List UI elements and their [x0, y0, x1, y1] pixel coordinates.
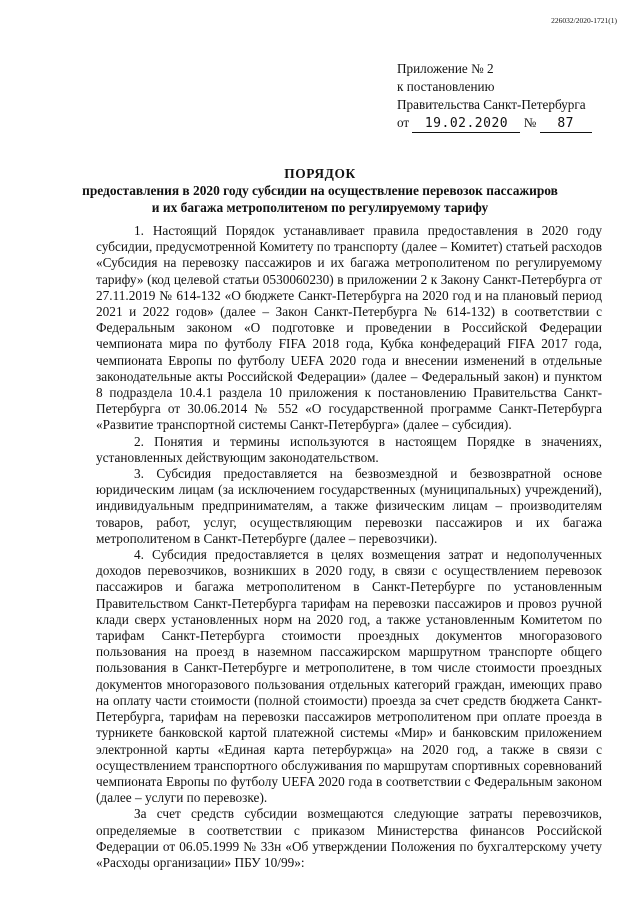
resolution-date: 19.02.2020 — [412, 116, 520, 133]
paragraph-3: 3. Субсидия предоставляется на безвозмездной и безвозвратной основе юридическим лицам (за исключением государственных (муниципальных) учреждений), индивидуальным предпринимателям, а также физическим лицам – производителям товаров, работ, услуг, осуществляющим перевозки пассажиров и их багажа метрополитеном в Санкт-Петербурге (далее – перевозчики). — [96, 466, 602, 546]
appendix-block — [397, 60, 592, 133]
title-subheading-1: предоставления в 2020 году субсидии на осуществление перевозок пассажиров — [82, 183, 558, 198]
title-subheading-2: и их багажа метрополитеном по регулируемому тарифу — [151, 200, 489, 215]
document-number: 226032/2020-1721(1) — [551, 16, 617, 25]
paragraph-4: 4. Субсидия предоставляется в целях возмещения затрат и недополученных доходов перевозчиков, возникших в 2020 году, в связи с осуществлением перевозок пассажиров и багажа метрополитеном в Санкт-Петербурге по установленным Правительством Санкт-Петербурга тарифам на перевозки пассажиров и провоз ручной клади сверх установленных норм на 2020 год, а также установленным Комитетом по тарифам Санкт-Петербурга стоимости проездных документов многоразового пользования на проезд в наземном пассажирском маршрутном транспорте общего пользования в Санкт-Петербурге и метрополитене, в том числе стоимости проездных документов многоразового пользования отдельных категорий граждан, имеющих право на оплату части стоимости (полной стоимости) проезда за счет средств бюджета Санкт-Петербурга, тарифам на перевозки пассажиров метрополитеном при оплате проезда в турникете банковской картой платежной системы «Мир» и банковским приложением электронной карты «Единая карта петербуржца» на 2020 год, а также в связи с осуществлением транспортного обслуживания по маршрутам спортивных соревнований чемпионата Европы по футболу UEFA 2020 года в соответствии с Федеральным законом (далее – услуги по перевозке). — [96, 547, 602, 806]
number-prefix: № — [523, 115, 537, 130]
appendix-authority: Правительства Санкт-Петербурга — [397, 97, 586, 112]
document-body — [96, 223, 602, 871]
appendix-reference: к постановлению — [397, 79, 495, 94]
appendix-title: Приложение № 2 — [397, 61, 494, 76]
resolution-number: 87 — [540, 116, 592, 133]
document-title — [0, 165, 640, 216]
title-heading: ПОРЯДОК — [284, 166, 356, 181]
appendix-date-line — [397, 114, 592, 133]
paragraph-5: За счет средств субсидии возмещаются следующие затраты перевозчиков, определяемые в соответствии с приказом Министерства финансов Российской Федерации от 06.05.1999 № 33н «Об утверждении Положения по бухгалтерскому учету «Расходы организации» ПБУ 10/99»: — [96, 806, 602, 870]
paragraph-1: 1. Настоящий Порядок устанавливает правила предоставления в 2020 году субсидии, предусмотренной Комитету по транспорту (далее – Комитет) статьей расходов «Субсидия на перевозку пассажиров и их багажа метрополитеном по регулируемому тарифу» (код целевой статьи 0530060230) в приложении 2 к Закону Санкт-Петербурга от 27.11.2019 № 614-132 «О бюджете Санкт-Петербурга на 2020 год и на плановый период 2021 и 2022 годов» (далее – Закон Санкт-Петербурга № 614-132) в соответствии с Федеральным законом «О подготовке и проведении в Российской Федерации чемпионата мира по футболу FIFA 2018 года, Кубка конфедераций FIFA 2017 года, чемпионата Европы по футболу UEFA 2020 года и внесении изменений в отдельные законодательные акты Российской Федерации» (далее – Федеральный закон) и пунктом 8 подраздела 10.4.1 раздела 10 приложения к постановлению Правительства Санкт-Петербурга от 30.06.2014 № 552 «О государственной программе Санкт-Петербурга «Развитие транспортной системы Санкт-Петербурга» (далее – субсидия). — [96, 223, 602, 433]
from-prefix: от — [397, 115, 410, 130]
paragraph-2: 2. Понятия и термины используются в настоящем Порядке в значениях, установленных действующим законодательством. — [96, 433, 602, 465]
